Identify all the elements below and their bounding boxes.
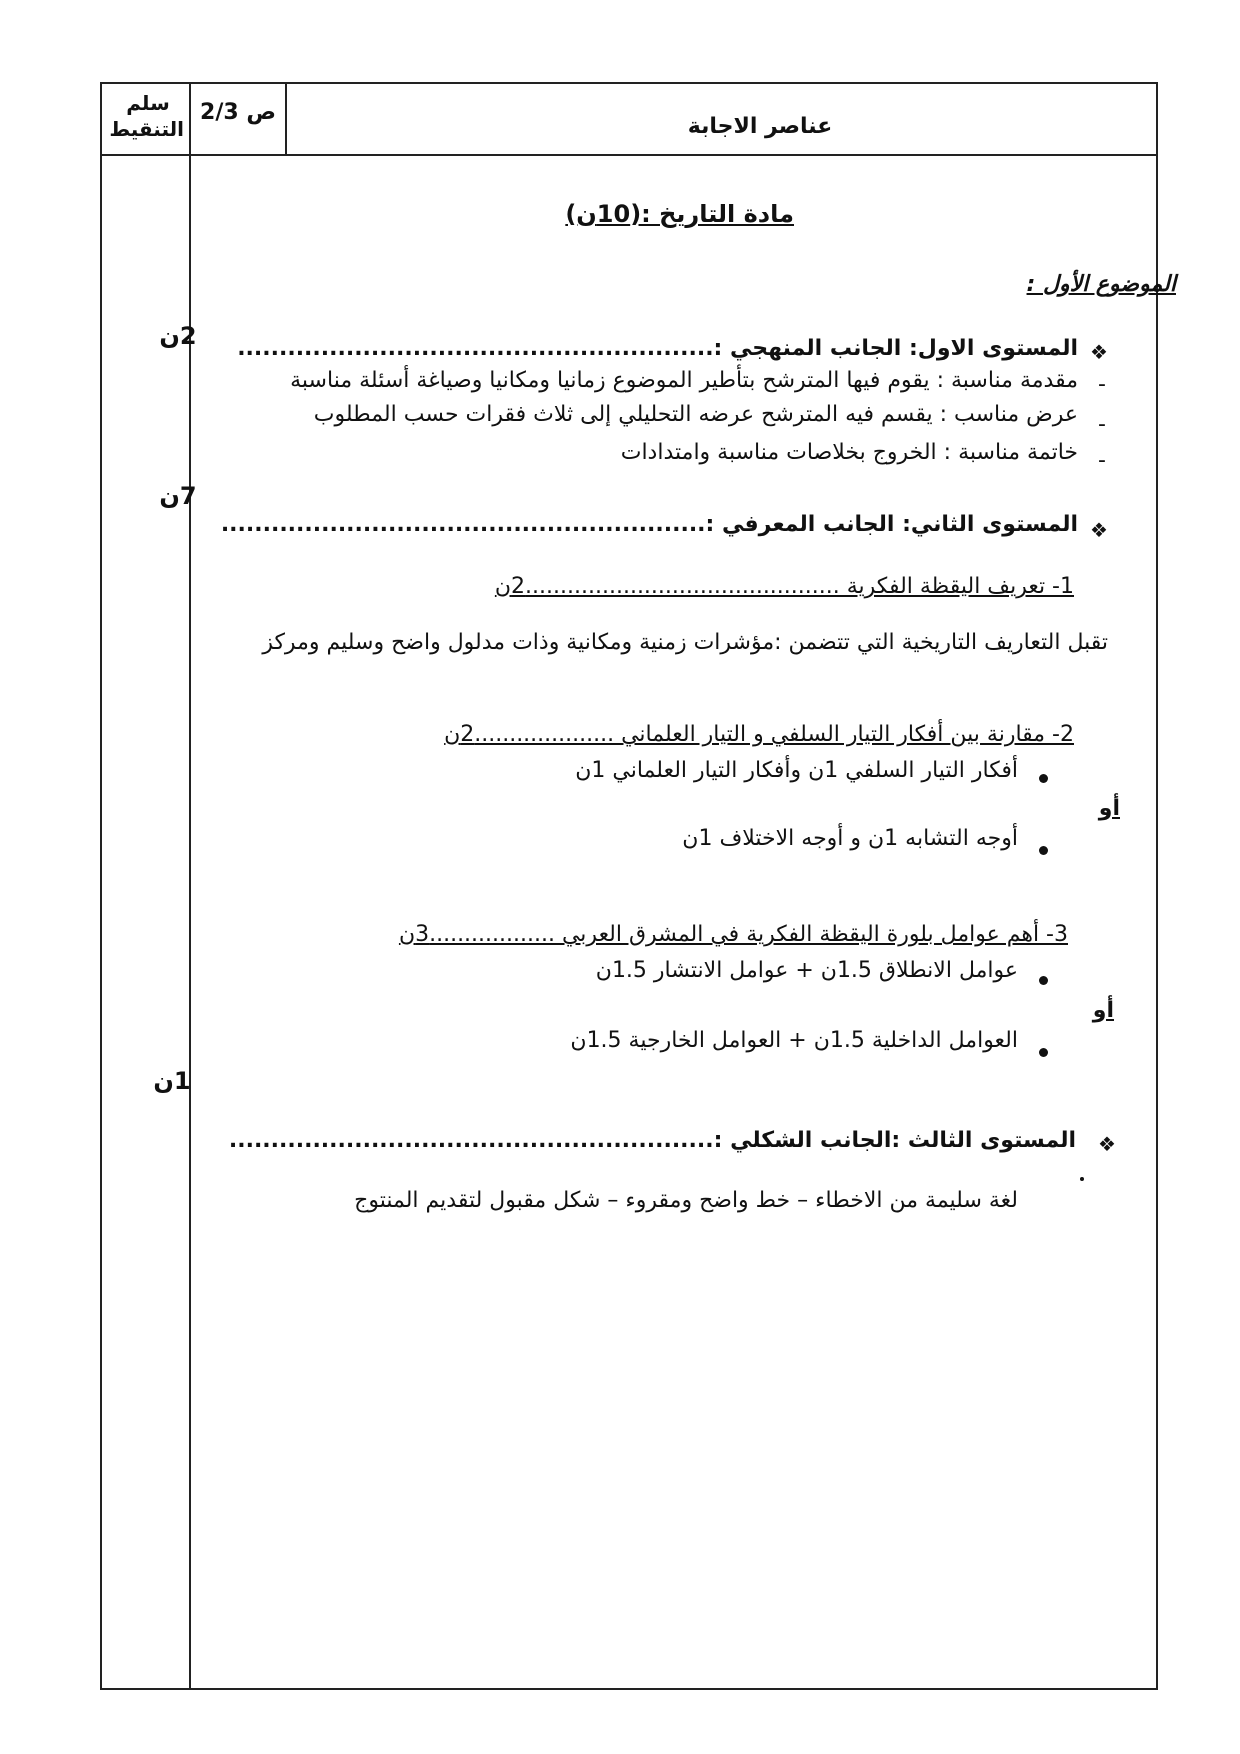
q2-option-1: أفكار التيار السلفي 1ن وأفكار التيار العلماني 1ن bbox=[575, 758, 1018, 783]
page-label: ص 2/3 bbox=[200, 100, 276, 125]
bullet-icon bbox=[1039, 774, 1048, 783]
level1-title: المستوى الاول: الجانب المنهجي :......................................................... bbox=[237, 336, 1078, 361]
header-divider bbox=[100, 154, 1158, 156]
q3-option-2: العوامل الداخلية 1.5ن + العوامل الخارجية 1.5ن bbox=[570, 1028, 1018, 1053]
scale-label: سلم التنقيط bbox=[109, 91, 184, 141]
level2-title: المستوى الثاني: الجانب المعرفي :.......................................................... bbox=[220, 512, 1078, 537]
bullet-icon bbox=[1039, 976, 1048, 985]
score-level3: 1ن bbox=[153, 1067, 191, 1095]
header-title: عناصر الاجابة bbox=[687, 114, 833, 139]
diamond-bullet-icon: ❖ bbox=[1098, 1132, 1116, 1156]
score-level1: 2ن bbox=[159, 322, 197, 350]
answer-table bbox=[100, 82, 1158, 1690]
dot-icon bbox=[1080, 1177, 1084, 1181]
subject-title: مادة التاريخ :(10ن) bbox=[565, 200, 794, 228]
q2-title: 2- مقارنة بين أفكار التيار السلفي و التيار العلماني ....................2ن bbox=[444, 722, 1074, 747]
diamond-bullet-icon: ❖ bbox=[1090, 340, 1108, 364]
diamond-bullet-icon: ❖ bbox=[1090, 518, 1108, 542]
level1-item-conclusion: خاتمة مناسبة : الخروج بخلاصات مناسبة وامتدادات bbox=[620, 440, 1078, 465]
dash-icon: - bbox=[1098, 372, 1106, 397]
level3-body: لغة سليمة من الاخطاء – خط واضح ومقروء – شكل مقبول لتقديم المنتوج bbox=[354, 1188, 1018, 1213]
score-level2: 7ن bbox=[159, 482, 197, 510]
page-cell-divider bbox=[285, 82, 287, 154]
bullet-icon bbox=[1039, 1048, 1048, 1057]
dash-icon: - bbox=[1098, 448, 1106, 473]
q3-option-1: عوامل الانطلاق 1.5ن + عوامل الانتشار 1.5ن bbox=[595, 958, 1018, 983]
or-label: أو bbox=[1092, 998, 1114, 1023]
or-label: أو bbox=[1098, 796, 1120, 821]
q1-body: تقبل التعاريف التاريخية التي تتضمن :مؤشرات زمنية ومكانية وذات مدلول واضح وسليم ومركز bbox=[262, 630, 1108, 655]
q1-title: 1- تعريف اليقظة الفكرية .............................................2ن bbox=[494, 574, 1074, 599]
dash-icon: - bbox=[1098, 412, 1106, 437]
topic-label: الموضوع الأول : bbox=[1026, 272, 1176, 297]
bullet-icon bbox=[1039, 846, 1048, 855]
level1-item-body: عرض مناسب : يقسم فيه المترشح عرضه التحليلي إلى ثلاث فقرات حسب المطلوب bbox=[313, 402, 1078, 427]
level1-item-intro: مقدمة مناسبة : يقوم فيها المترشح بتأطير الموضوع زمانيا ومكانيا وصياغة أسئلة مناسبة bbox=[290, 368, 1078, 393]
q3-title: 3- أهم عوامل بلورة اليقظة الفكرية في المشرق العربي ..................3ن bbox=[398, 922, 1068, 947]
q2-option-2: أوجه التشابه 1ن و أوجه الاختلاف 1ن bbox=[682, 826, 1018, 851]
level3-title: المستوى الثالث :الجانب الشكلي :.......................................................... bbox=[228, 1128, 1076, 1153]
